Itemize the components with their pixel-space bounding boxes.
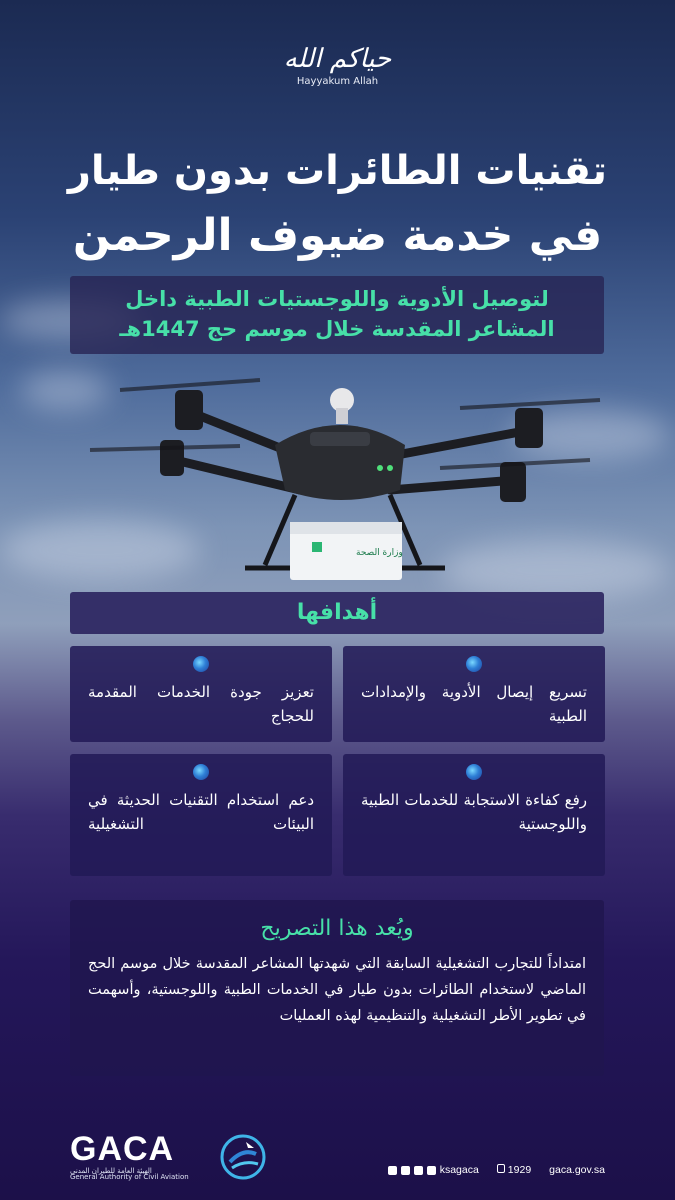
- goal-card-1: [343, 646, 605, 742]
- hayyakum-logo: [0, 44, 675, 87]
- gaca-emblem-icon: [220, 1134, 266, 1180]
- goal-card-4: [70, 754, 332, 876]
- instagram-icon[interactable]: [401, 1166, 410, 1175]
- logo-latin: Hayyakum Allah: [296, 76, 379, 87]
- subtitle-box: [70, 276, 604, 354]
- statement-title: ويُعد هذا التصريح: [260, 916, 414, 941]
- statement-body: امتداداً للتجارب التشغيلية السابقة التي شهدتها المشاعر المقدسة خلال موسم الحج الماضي لاستخدام الطائرات بدون طيار في الخدمات الطبية واللوجستية، وأسهمت في تطوير الأطر التشغيلية والتنظيمية لهذه العمليات: [88, 956, 586, 1024]
- svg-text:وزارة الصحة: وزارة الصحة: [356, 548, 403, 558]
- statement-box: [70, 900, 604, 1076]
- footer-contact: [388, 1164, 605, 1176]
- bullet-icon: [193, 656, 209, 672]
- goal-text: تعزيز جودة الخدمات المقدمة للحجاج: [88, 683, 314, 725]
- goal-card-2: [70, 646, 332, 742]
- bullet-icon: [193, 764, 209, 780]
- page-title-line1: تقنيات الطائرات بدون طيار: [67, 148, 608, 194]
- goal-card-3: [343, 754, 605, 876]
- youtube-icon[interactable]: [414, 1166, 423, 1175]
- goal-text: دعم استخدام التقنيات الحديثة في البيئات التشغيلية: [88, 791, 314, 833]
- subtitle-line1: لتوصيل الأدوية واللوجستيات الطبية داخل: [125, 287, 549, 311]
- drone-image: [60, 350, 620, 610]
- social-handle[interactable]: ksagaca: [439, 1164, 479, 1176]
- phone-number: 1929: [507, 1164, 532, 1176]
- phone-contact[interactable]: [497, 1164, 531, 1176]
- phone-icon: [497, 1164, 505, 1173]
- footer: [0, 1128, 675, 1188]
- goals-header: أهدافها: [70, 592, 604, 634]
- linkedin-icon[interactable]: [427, 1166, 436, 1175]
- page-title-line2: في خدمة ضيوف الرحمن: [72, 210, 603, 261]
- gaca-logo-en: General Authority of Civil Aviation: [70, 1173, 189, 1181]
- x-icon[interactable]: [388, 1166, 397, 1175]
- social-links[interactable]: [388, 1164, 479, 1176]
- gaca-logo-text: GACA: [70, 1130, 175, 1168]
- bullet-icon: [466, 656, 482, 672]
- logo-script: حياكم الله: [283, 44, 392, 74]
- goal-text: تسريع إيصال الأدوية والإمدادات الطبية: [361, 683, 587, 725]
- bullet-icon: [466, 764, 482, 780]
- subtitle-line2: المشاعر المقدسة خلال موسم حج 1447هـ: [119, 317, 555, 341]
- gaca-logo: [70, 1130, 189, 1181]
- goal-text: رفع كفاءة الاستجابة للخدمات الطبية واللوجستية: [361, 791, 587, 833]
- gaca-logo-ar: الهيئة العامة للطيران المدني: [70, 1167, 152, 1175]
- website-link[interactable]: gaca.gov.sa: [549, 1164, 605, 1176]
